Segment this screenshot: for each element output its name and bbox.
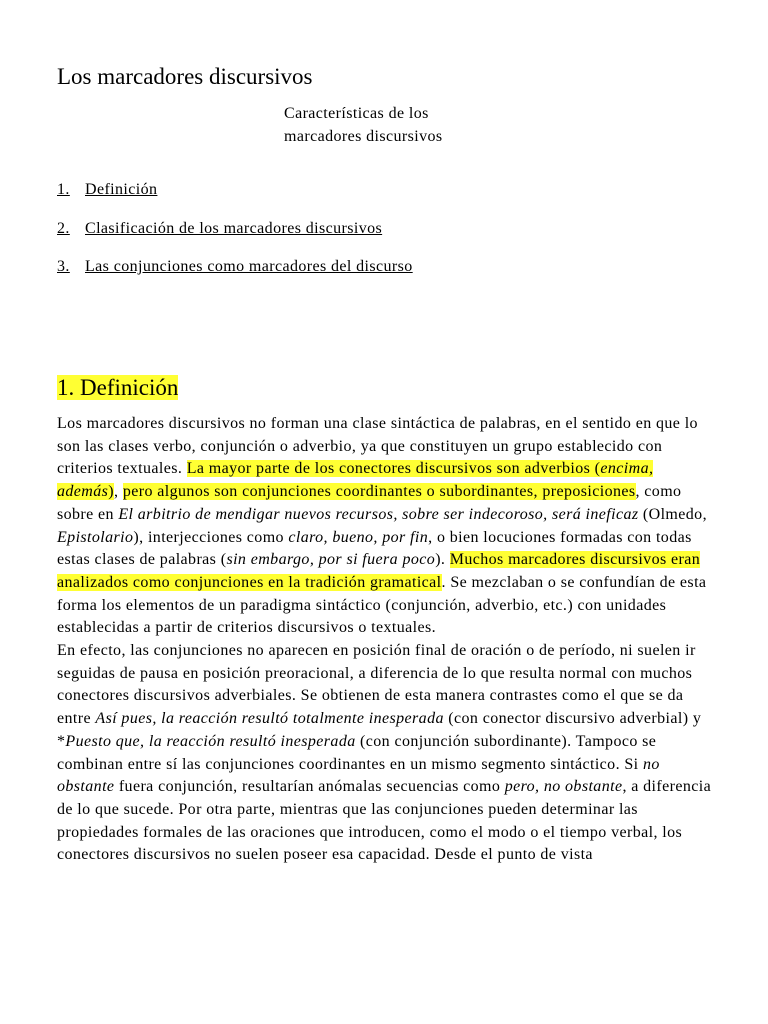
text-run: , a diferencia de lo que sucede. Por otra parte, mientras que las conjunciones pueden determinar las propiedades formales de las oraciones que introducen, como el modo o el tiempo verbal, los conectores discursivos no suelen poseer esa capacidad. Desde el punto de vista [57,778,712,864]
toc-item-clasificacion[interactable] [57,218,413,257]
text-run: La mayor parte de los conectores discursivos son adverbios ( [186,460,601,478]
text-run: ), interjecciones como [133,528,289,546]
italic-text: encima, además [57,460,654,501]
toc-caption: Características de los marcadores discursivos [284,105,443,145]
text-run: . Se mezclaban o se confundían de esta forma los elementos de un paradigma sintáctico (conjunción, adverbio, etc.) con unidades establecidas a partir de criterios discursivos o textuales. [57,573,707,637]
toc-link-definicion[interactable]: Definición [85,181,158,198]
italic-text: Epistolario [57,528,134,546]
page-title: Los marcadores discursivos [57,64,313,89]
text-run: fuera conjunción, resultarían anómalas secuencias como [114,778,505,796]
toc-item-definicion[interactable] [57,179,413,218]
table-of-contents [57,179,413,295]
italic-text: pero, no obstante [504,778,623,796]
toc-item-number: 3. [57,258,70,275]
text-run: (con conjunción subordinante). Tampoco se combinan entre sí las conjunciones coordinantes en un mismo segmento sintáctico. Si [57,732,657,773]
italic-text: Puesto que, la reacción resultó inesperada [65,732,356,750]
toc-link-conjunciones[interactable]: Las conjunciones como marcadores del discurso [85,258,413,275]
paragraph-2 [57,640,717,867]
section-heading [57,372,178,403]
toc-item-conjunciones[interactable] [57,256,413,295]
highlighted-text: pero algunos son conjunciones coordinantes o subordinantes, preposiciones [122,483,636,501]
text-run: (con conector discursivo adverbial) y * [57,710,702,750]
italic-text: El arbitrio de mendigar nuevos recursos, sobre ser indecoroso, será ineficaz [118,505,639,523]
text-run: ) [108,483,115,501]
toc-item-number: 2. [57,219,70,237]
section-heading-highlight: 1. Definición [57,375,179,400]
paragraph-1 [57,413,717,640]
text-run: (Olmedo, [638,505,707,523]
text-run: , o bien locuciones formadas con todas estas clases de palabras ( [57,528,692,569]
text-run: ). [435,551,450,569]
text-run: Los marcadores discursivos no forman una clase sintáctica de palabras, en el sentido en que lo son las clases verbo, conjunción o adverbio, ya que constituyen un grupo establecido con criterios textuales. [57,415,698,478]
italic-text: sin embargo, por si fuera poco [226,551,436,569]
highlighted-text: Muchos marcadores discursivos eran analizados como conjunciones en la tradición gramatical [57,551,701,591]
italic-text: no obstante [57,755,660,796]
italic-text: claro, bueno, por fin [288,528,429,546]
toc-link-clasificacion[interactable]: Clasificación de los marcadores discursivos [85,219,383,237]
text-run: En efecto, las conjunciones no aparecen en posición final de oración o de período, ni suelen ir seguidas de pausa en posición preoracional, a diferencia de lo que resulta normal con muchos conectores discursivos adverbiales. Se obtienen de esta manera contrastes como el que se da entre [57,642,696,728]
italic-text: Así pues, la reacción resultó totalmente inesperada [95,710,444,728]
body-text [57,413,717,867]
toc-item-number: 1. [57,181,70,198]
text-run: , como sobre en [57,483,682,523]
text-run: , [114,483,123,501]
